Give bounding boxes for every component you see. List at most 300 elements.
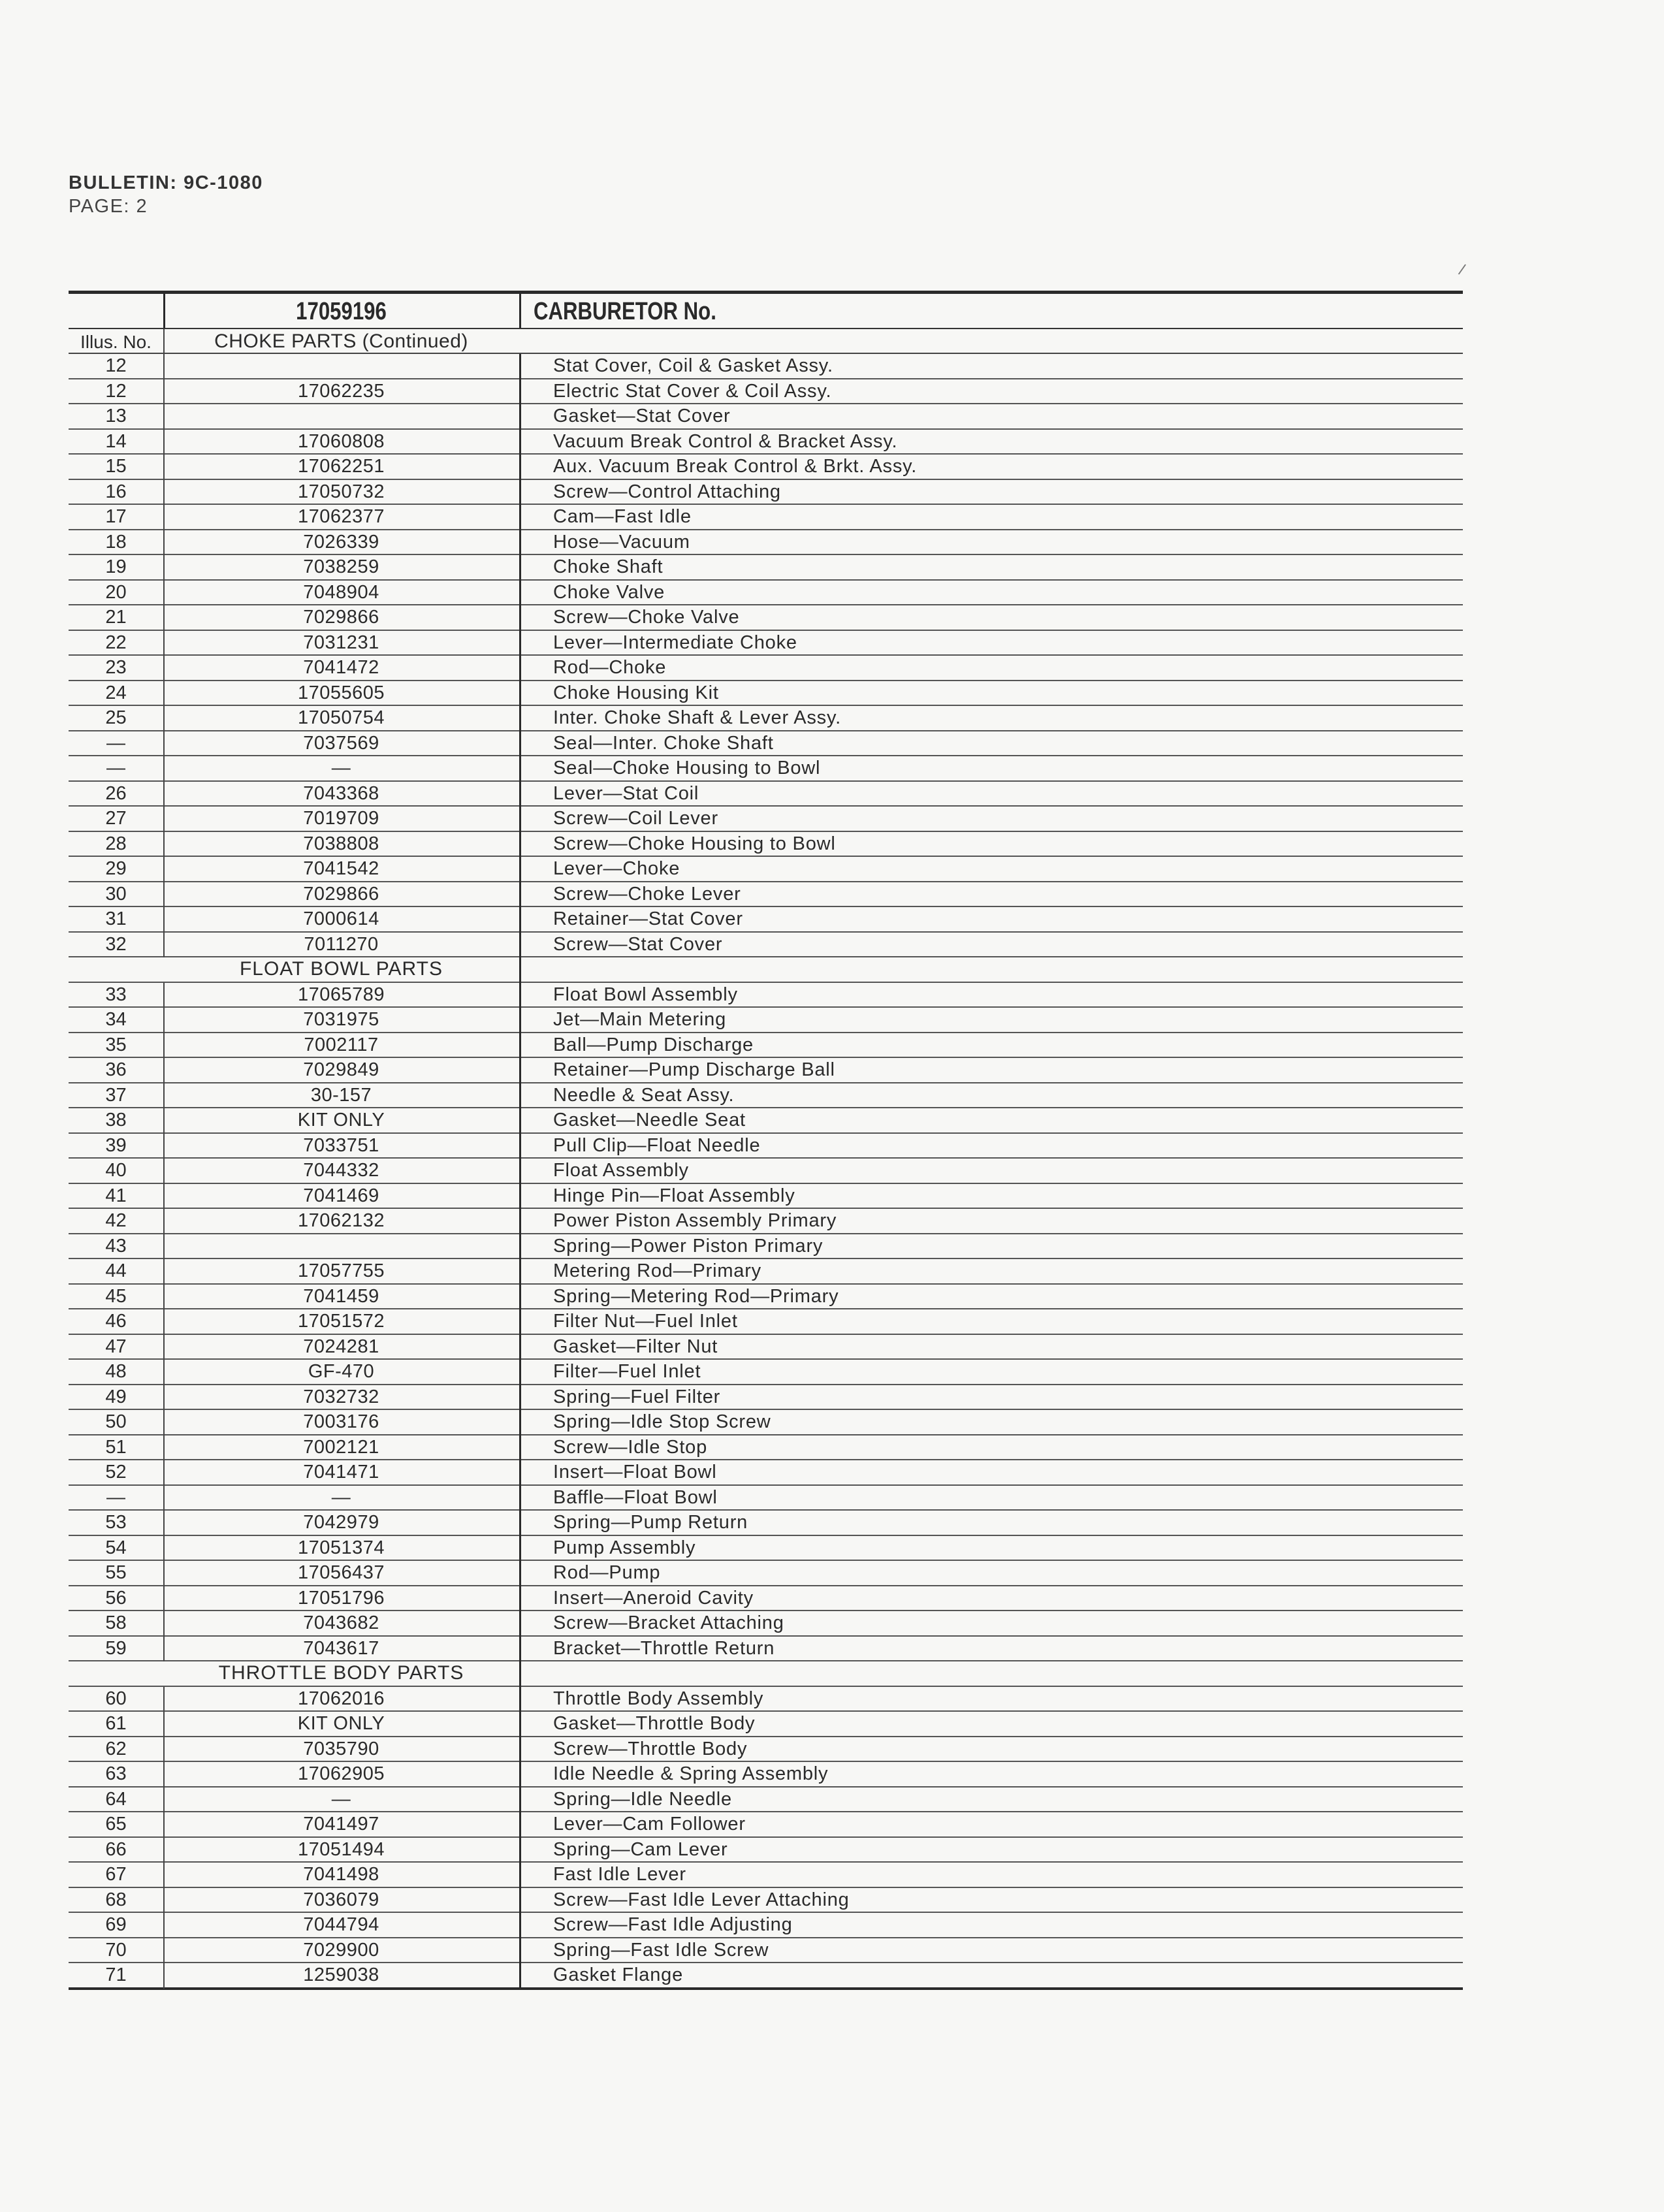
table-row: [69, 1486, 1463, 1511]
part-description: Spring—Idle Stop Screw: [553, 1411, 771, 1432]
table-row: [69, 555, 1463, 581]
part-description: Retainer—Pump Discharge Ball: [553, 1059, 835, 1080]
table-row: [69, 605, 1463, 631]
table-row: [69, 1712, 1463, 1737]
illus-number: 70: [105, 1939, 127, 1961]
part-number: 7029900: [303, 1939, 379, 1961]
part-description: Stat Cover, Coil & Gasket Assy.: [553, 355, 833, 376]
illus-number: 17: [105, 506, 127, 527]
part-number: 7002117: [304, 1034, 379, 1055]
part-description: Screw—Coil Lever: [553, 808, 718, 829]
illus-number: 12: [105, 355, 127, 376]
part-number: 17051572: [297, 1311, 385, 1332]
column-divider: [519, 1410, 521, 1435]
part-number: 17062251: [297, 456, 385, 477]
illus-number: 48: [105, 1361, 127, 1382]
part-description: Fast Idle Lever: [553, 1864, 686, 1885]
column-divider: [519, 1888, 521, 1914]
part-number: 17051494: [297, 1838, 385, 1860]
illus-number: 45: [105, 1285, 127, 1307]
part-description: Lever—Cam Follower: [553, 1814, 746, 1835]
illus-number: 63: [105, 1763, 127, 1784]
table-row: [69, 1913, 1463, 1938]
part-number: —: [331, 1788, 351, 1810]
table-row: [69, 1687, 1463, 1712]
column-divider: [519, 706, 521, 731]
illus-number: —: [106, 758, 125, 778]
table-row: [69, 1360, 1463, 1385]
illus-number: 31: [105, 908, 127, 929]
illus-number: 66: [105, 1838, 127, 1860]
part-number: 7041471: [303, 1462, 379, 1483]
column-divider: [519, 505, 521, 530]
part-description: Filter Nut—Fuel Inlet: [553, 1311, 738, 1332]
column-divider: [163, 354, 165, 379]
illus-number: 21: [105, 607, 127, 628]
parts-rows: [69, 354, 1463, 1990]
table-row: [69, 933, 1463, 958]
part-description: Vacuum Break Control & Bracket Assy.: [553, 430, 898, 452]
column-divider: [519, 480, 521, 505]
illus-number: —: [106, 732, 125, 754]
part-description: Screw—Fast Idle Adjusting: [553, 1914, 793, 1935]
column-divider: [519, 1561, 521, 1586]
part-number: —: [331, 758, 351, 778]
column-divider: [519, 1184, 521, 1210]
part-description: Float Assembly: [553, 1160, 689, 1181]
table-row: [69, 1285, 1463, 1310]
part-description: Rod—Choke: [553, 657, 667, 678]
part-description: Hinge Pin—Float Assembly: [553, 1185, 795, 1206]
part-description: Lever—Choke: [553, 858, 680, 879]
part-number: 7048904: [303, 581, 379, 603]
table-row: [69, 1209, 1463, 1234]
part-number: —: [331, 1486, 351, 1508]
table-row: [69, 1611, 1463, 1637]
illus-number: 40: [105, 1160, 127, 1181]
column-divider: [163, 1234, 165, 1260]
bulletin-header: [69, 171, 263, 218]
column-divider: [519, 1787, 521, 1813]
table-row: [69, 1888, 1463, 1914]
part-description: Screw—Fast Idle Lever Attaching: [553, 1889, 850, 1910]
part-number: 17060808: [297, 430, 385, 452]
illus-number: 51: [105, 1436, 127, 1458]
part-description: Aux. Vacuum Break Control & Brkt. Assy.: [553, 456, 918, 477]
illus-number: 36: [105, 1059, 127, 1080]
part-description: Needle & Seat Assy.: [553, 1084, 735, 1106]
part-description: Idle Needle & Spring Assembly: [553, 1763, 829, 1784]
column-divider: [519, 1435, 521, 1461]
illus-number: —: [106, 1486, 125, 1508]
illus-number: 37: [105, 1084, 127, 1106]
column-divider: [519, 1360, 521, 1385]
part-description: Insert—Aneroid Cavity: [553, 1587, 754, 1609]
table-row: [69, 857, 1463, 882]
column-divider: [519, 1209, 521, 1234]
column-divider: [519, 1058, 521, 1083]
column-divider: [519, 1812, 521, 1838]
part-description: Power Piston Assembly Primary: [553, 1210, 837, 1231]
illus-number: 61: [105, 1713, 127, 1734]
table-row: [69, 1737, 1463, 1763]
table-row: [69, 1812, 1463, 1838]
illus-number: 58: [105, 1612, 127, 1633]
part-number: 7043368: [303, 782, 379, 804]
part-number: 17062377: [297, 506, 385, 527]
part-description: Spring—Idle Needle: [553, 1788, 732, 1810]
part-description: Inter. Choke Shaft & Lever Assy.: [553, 707, 841, 728]
illus-number: 47: [105, 1336, 127, 1357]
column-divider: [519, 430, 521, 455]
table-row: [69, 1159, 1463, 1184]
illus-number: 68: [105, 1889, 127, 1910]
part-description: Lever—Stat Coil: [553, 782, 699, 804]
illus-number: 54: [105, 1537, 127, 1558]
part-number: 17055605: [297, 682, 385, 703]
table-row: [69, 1637, 1463, 1662]
part-number: 17062132: [297, 1210, 385, 1231]
part-number: 7032732: [303, 1386, 379, 1407]
illus-number: 44: [105, 1260, 127, 1281]
part-number: 7042979: [303, 1512, 379, 1533]
table-row: [69, 983, 1463, 1008]
part-description: Seal—Choke Housing to Bowl: [553, 758, 821, 778]
column-divider: [519, 1460, 521, 1486]
column-divider: [519, 656, 521, 681]
column-divider: [519, 631, 521, 656]
part-description: Gasket—Filter Nut: [553, 1336, 718, 1357]
part-description: Spring—Metering Rod—Primary: [553, 1285, 839, 1307]
part-number: 7011270: [304, 933, 379, 955]
part-description: Spring—Fuel Filter: [553, 1386, 721, 1407]
part-number: 7041542: [303, 858, 379, 879]
table-row: [69, 832, 1463, 858]
illus-number: 13: [105, 406, 127, 426]
part-description: Hose—Vacuum: [553, 531, 690, 553]
illus-number: 25: [105, 707, 127, 728]
column-divider: [519, 555, 521, 581]
part-number: 17051796: [297, 1587, 385, 1609]
part-number: 7041472: [303, 657, 379, 678]
part-description: Gasket—Needle Seat: [553, 1110, 746, 1130]
column-header-row: [69, 329, 1463, 354]
table-row: [69, 1008, 1463, 1033]
column-divider: [519, 782, 521, 807]
part-number: 17050754: [297, 707, 385, 728]
table-row: [69, 631, 1463, 656]
table-row: [69, 1083, 1463, 1109]
table-row: [69, 1058, 1463, 1083]
table-row: [69, 1838, 1463, 1863]
part-description: Throttle Body Assembly: [553, 1688, 764, 1709]
table-row: [69, 1460, 1463, 1486]
part-description: Insert—Float Bowl: [553, 1462, 717, 1483]
page-number: PAGE: 2: [69, 196, 148, 217]
table-row: [69, 505, 1463, 530]
table-row: [69, 1033, 1463, 1059]
column-divider: [519, 1259, 521, 1285]
table-row: [69, 706, 1463, 731]
table-row: [69, 455, 1463, 480]
column-divider: [519, 404, 521, 430]
part-number: 17065789: [297, 984, 385, 1005]
table-row: [69, 681, 1463, 707]
illus-number: 41: [105, 1185, 127, 1206]
illus-number: 43: [105, 1235, 127, 1257]
column-divider: [519, 1963, 521, 1989]
part-description: Screw—Choke Valve: [553, 607, 740, 628]
table-row: [69, 1335, 1463, 1360]
part-description: Choke Shaft: [553, 556, 664, 577]
column-divider: [519, 681, 521, 707]
illus-number: 12: [105, 380, 127, 402]
part-description: Electric Stat Cover & Coil Assy.: [553, 380, 832, 402]
part-number: 17050732: [297, 481, 385, 502]
illus-number: 39: [105, 1134, 127, 1156]
table-row: [69, 1435, 1463, 1461]
part-number: 7041459: [303, 1285, 379, 1307]
part-description: Choke Housing Kit: [553, 682, 719, 703]
column-divider: [519, 1309, 521, 1335]
part-number: 7024281: [303, 1336, 379, 1357]
part-number: 7002121: [303, 1436, 379, 1458]
part-number: 17062905: [297, 1763, 385, 1784]
column-divider: [519, 1913, 521, 1938]
table-row: [69, 379, 1463, 405]
column-divider: [519, 1033, 521, 1059]
part-number: 7043682: [303, 1612, 379, 1633]
illus-number: 23: [105, 657, 127, 678]
part-number: 17051374: [297, 1537, 385, 1558]
column-divider: [519, 1486, 521, 1511]
table-row: [69, 354, 1463, 379]
column-divider: [519, 756, 521, 782]
illus-number: 34: [105, 1009, 127, 1030]
part-description: Spring—Cam Lever: [553, 1838, 728, 1860]
illus-number: 67: [105, 1864, 127, 1885]
illus-number: 49: [105, 1386, 127, 1407]
part-number: 7038259: [303, 556, 379, 577]
part-description: Filter—Fuel Inlet: [553, 1361, 701, 1382]
table-row: [69, 1234, 1463, 1260]
part-number: 7037569: [303, 732, 379, 754]
table-row: [69, 656, 1463, 681]
column-divider: [519, 605, 521, 631]
part-number: 7029866: [303, 607, 379, 628]
part-number: 7041498: [303, 1864, 379, 1885]
part-number: 7003176: [303, 1411, 379, 1432]
carburetor-number-label: CARBURETOR No.: [534, 298, 716, 325]
column-divider: [519, 857, 521, 882]
illus-number: 15: [105, 456, 127, 477]
illus-number: 18: [105, 531, 127, 553]
part-number: KIT ONLY: [297, 1713, 385, 1734]
part-description: Spring—Power Piston Primary: [553, 1235, 824, 1257]
illus-number: 29: [105, 858, 127, 879]
part-description: Screw—Stat Cover: [553, 933, 723, 955]
part-description: Cam—Fast Idle: [553, 506, 692, 527]
illus-number: 69: [105, 1914, 127, 1935]
header-divider: [519, 294, 521, 328]
illus-number: 55: [105, 1562, 127, 1583]
part-number: 1259038: [303, 1964, 379, 1985]
illus-number: 59: [105, 1637, 127, 1659]
illus-number: 42: [105, 1210, 127, 1231]
bulletin-number: BULLETIN: 9C-1080: [69, 172, 263, 193]
part-description: Lever—Intermediate Choke: [553, 632, 797, 653]
part-number: 7038808: [303, 833, 379, 854]
table-row: [69, 530, 1463, 556]
table-row: [69, 756, 1463, 782]
part-number: 7026339: [303, 531, 379, 553]
column-divider: [519, 957, 521, 983]
part-description: Choke Valve: [553, 581, 665, 603]
table-row: [69, 1134, 1463, 1159]
table-row: [69, 1511, 1463, 1536]
column-divider: [519, 1234, 521, 1260]
part-number: 7041497: [303, 1814, 379, 1835]
column-divider: [519, 1687, 521, 1712]
part-description: Gasket—Stat Cover: [553, 406, 731, 426]
table-row: [69, 1309, 1463, 1335]
table-row: [69, 1963, 1463, 1990]
column-divider: [519, 731, 521, 757]
table-row: [69, 782, 1463, 807]
illus-number: 62: [105, 1738, 127, 1759]
column-divider: [519, 1611, 521, 1637]
part-number: 30-157: [310, 1084, 372, 1106]
part-number: 17062235: [297, 380, 385, 402]
illus-number: 52: [105, 1462, 127, 1483]
illus-number: 53: [105, 1512, 127, 1533]
column-divider: [519, 1159, 521, 1184]
column-divider: [519, 1863, 521, 1888]
part-description: Screw—Control Attaching: [553, 481, 781, 502]
table-row: [69, 1762, 1463, 1787]
table-row: [69, 404, 1463, 430]
illus-number: 38: [105, 1110, 127, 1130]
column-divider: [519, 1762, 521, 1787]
carburetor-part-number: 17059196: [296, 298, 387, 325]
column-divider: [519, 1838, 521, 1863]
illus-number: 65: [105, 1814, 127, 1835]
part-number: 17056437: [297, 1562, 385, 1583]
part-number: 7044332: [303, 1160, 379, 1181]
section-title: THROTTLE BODY PARTS: [218, 1662, 464, 1684]
illus-number: 27: [105, 808, 127, 829]
part-number: 7036079: [303, 1889, 379, 1910]
part-description: Retainer—Stat Cover: [553, 908, 743, 929]
part-description: Jet—Main Metering: [553, 1009, 727, 1030]
table-row: [69, 1108, 1463, 1134]
part-number: 7044794: [303, 1914, 379, 1935]
illus-number: 24: [105, 682, 127, 703]
column-divider: [519, 1285, 521, 1310]
part-description: Bracket—Throttle Return: [553, 1637, 775, 1659]
part-number: 7000614: [303, 908, 379, 929]
part-number: 7029866: [303, 883, 379, 905]
part-number: 17062016: [297, 1688, 385, 1709]
part-description: Float Bowl Assembly: [553, 984, 738, 1005]
table-row: [69, 1536, 1463, 1562]
column-divider: [519, 832, 521, 858]
part-number: GF-470: [308, 1361, 375, 1382]
table-row: [69, 731, 1463, 757]
column-divider: [163, 404, 165, 430]
illus-column-header: Illus. No.: [80, 332, 152, 352]
illus-number: 50: [105, 1411, 127, 1432]
section-title: CHOKE PARTS (Continued): [214, 330, 468, 352]
column-divider: [519, 581, 521, 606]
table-row: [69, 807, 1463, 832]
column-divider: [519, 1586, 521, 1612]
part-description: Pump Assembly: [553, 1537, 696, 1558]
illus-number: 19: [105, 556, 127, 577]
illus-number: 46: [105, 1311, 127, 1332]
table-row: [69, 1385, 1463, 1411]
table-row: [69, 907, 1463, 933]
part-description: Spring—Fast Idle Screw: [553, 1939, 769, 1961]
table-row: [69, 581, 1463, 606]
column-divider: [519, 354, 521, 379]
part-description: Spring—Pump Return: [553, 1512, 748, 1533]
illus-number: 64: [105, 1788, 127, 1810]
part-number: KIT ONLY: [297, 1110, 385, 1130]
parts-table: [69, 291, 1463, 1990]
part-number: 7031975: [303, 1009, 379, 1030]
column-divider: [519, 1008, 521, 1033]
column-divider: [519, 983, 521, 1008]
illus-number: 14: [105, 430, 127, 452]
column-divider: [519, 807, 521, 832]
column-divider: [519, 1385, 521, 1411]
stray-pen-mark: /: [1456, 261, 1467, 280]
column-divider: [519, 530, 521, 556]
table-row: [69, 882, 1463, 908]
illus-number: 35: [105, 1034, 127, 1055]
section-title: FLOAT BOWL PARTS: [239, 958, 443, 980]
table-row: [69, 1410, 1463, 1435]
column-divider: [519, 455, 521, 480]
part-number: 7029849: [303, 1059, 379, 1080]
part-description: Metering Rod—Primary: [553, 1260, 761, 1281]
table-row: [69, 1863, 1463, 1888]
column-divider: [519, 1108, 521, 1134]
column-divider: [519, 379, 521, 405]
illus-number: 26: [105, 782, 127, 804]
part-description: Screw—Choke Lever: [553, 883, 741, 905]
part-number: 7019709: [303, 808, 379, 829]
column-divider: [519, 1661, 521, 1687]
part-number: 7033751: [303, 1134, 379, 1156]
illus-number: 56: [105, 1587, 127, 1609]
part-description: Ball—Pump Discharge: [553, 1034, 754, 1055]
part-description: Seal—Inter. Choke Shaft: [553, 732, 774, 754]
part-description: Screw—Bracket Attaching: [553, 1612, 784, 1633]
table-row: [69, 1259, 1463, 1285]
part-number: 7041469: [303, 1185, 379, 1206]
part-number: 7035790: [303, 1738, 379, 1759]
part-description: Rod—Pump: [553, 1562, 661, 1583]
illus-number: 30: [105, 883, 127, 905]
column-divider: [519, 1335, 521, 1360]
table-row: [69, 1561, 1463, 1586]
part-description: Pull Clip—Float Needle: [553, 1134, 761, 1156]
illus-number: 16: [105, 481, 127, 502]
part-description: Screw—Throttle Body: [553, 1738, 748, 1759]
table-row: [69, 1787, 1463, 1813]
